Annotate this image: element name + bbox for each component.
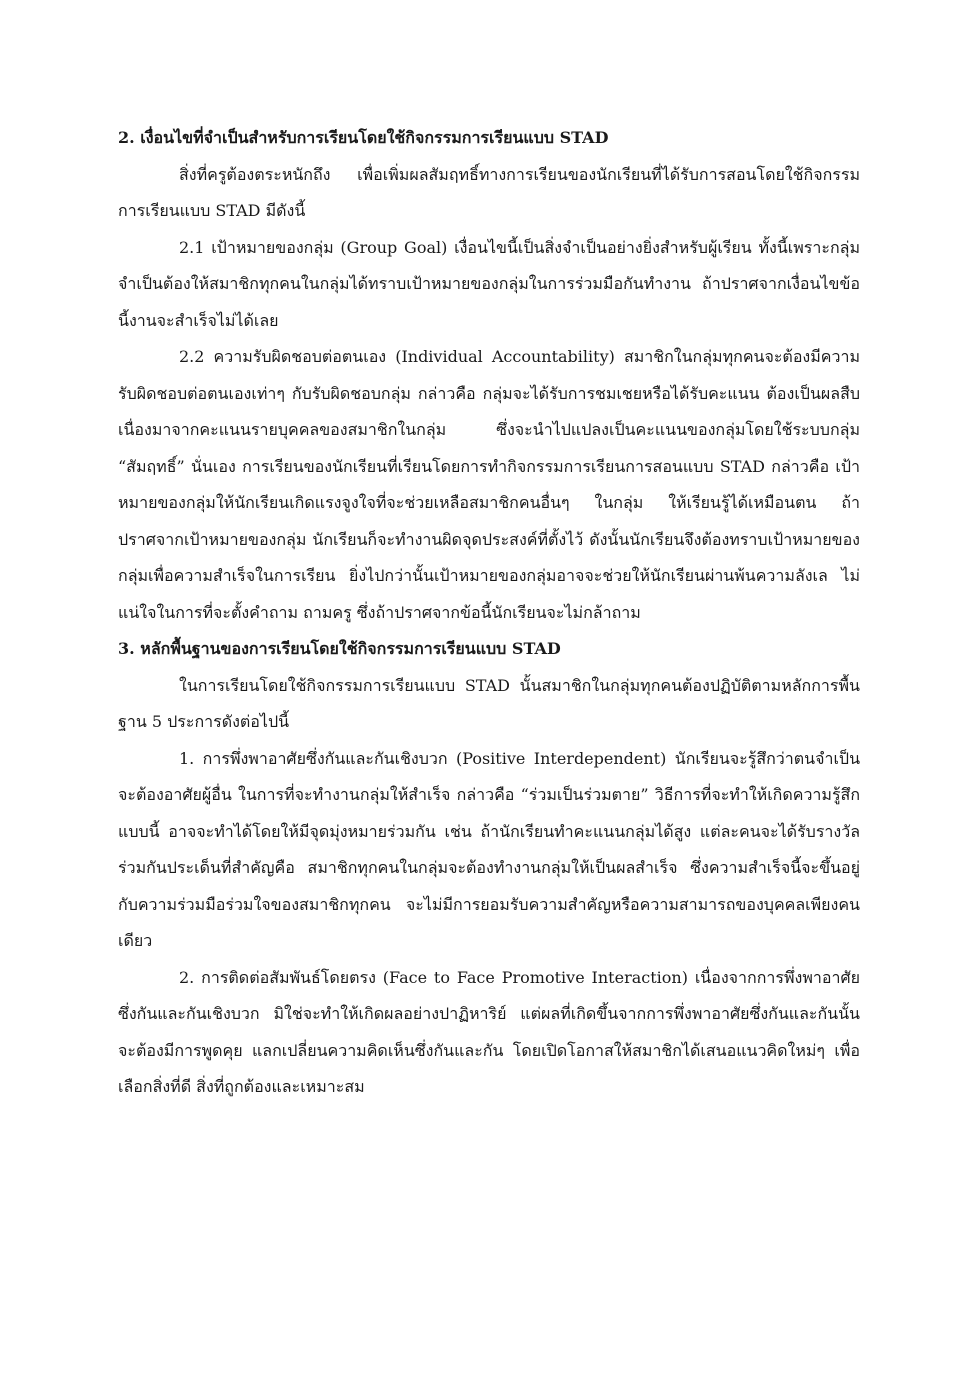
paragraph: ในการเรียนโดยใช้กิจกรรมการเรียนแบบ STAD นั้นสมาชิกในกลุ่มทุกคนต้องปฏิบัติตามหลักการพื้นฐาน 5 ประการดังต่อไปนี้ bbox=[118, 675, 860, 731]
paragraph: 2.2 ความรับผิดชอบต่อตนเอง (Individual Accountability) สมาชิกในกลุ่มทุกคนจะต้องมีความรับผิดชอบต่อตนเองเท่าๆ กับรับผิดชอบกลุ่ม กล่าวคือ กลุ่มจะได้รับการชมเชยหรือได้รับคะแนน ต้องเป็นผลสืบเนื่องมาจากคะแนนรายบุคคลของสมาชิกในกลุ่ม ซึ่งจะนำไปแปลงเป็นคะแนนของกลุ่มโดยใช้ระบบกลุ่ม “สัมฤทธิ์” นั่นเอง การเรียนของนักเรียนที่เรียนโดยการทำกิจกรรมการเรียนการสอนแบบ STAD กล่าวคือ เป้าหมายของกลุ่มให้นักเรียนเกิดแรงจูงใจที่จะช่วยเหลือสมาชิกคนอื่นๆ ในกลุ่ม ให้เรียนรู้ได้เหมือนตน ถ้าปราศจากเป้าหมายของกลุ่ม นักเรียนก็จะทำงานผิดจุดประสงค์ที่ตั้งไว้ ดังนั้นนักเรียนจึงต้องทราบเป้าหมายของกลุ่มเพื่อความสำเร็จในการเรียน ยิ่งไปกว่านั้นเป้าหมายของกลุ่มอาจจะช่วยให้นักเรียนผ่านพ้นความลังเล ไม่แน่ใจในการที่จะตั้งคำถาม ถามครู ซึ่งถ้าปราศจากข้อนี้นักเรียนจะไม่กล้าถาม bbox=[118, 347, 860, 622]
paragraph: 1. การพึ่งพาอาศัยซึ่งกันและกันเชิงบวก (Positive Interdependent) นักเรียนจะรู้สึกว่าตนจำเป็นจะต้องอาศัยผู้อื่น ในการที่จะทำงานกลุ่มให้สำเร็จ กล่าวคือ “ร่วมเป็นร่วมตาย” วิธีการที่จะทำให้เกิดความรู้สึกแบบนี้ อาจจะทำได้โดยให้มีจุดมุ่งหมายร่วมกัน เช่น ถ้านักเรียนทำคะแนนกลุ่มได้สูง แต่ละคนจะได้รับรางวัลร่วมกันประเด็นที่สำคัญคือ สมาชิกทุกคนในกลุ่มจะต้องทำงานกลุ่มให้เป็นผลสำเร็จ ซึ่งความสำเร็จนี้จะขึ้นอยู่กับความร่วมมือร่วมใจของสมาชิกทุกคน จะไม่มีการยอมรับความสำคัญหรือความสามารถของบุคคลเพียงคนเดียว bbox=[118, 748, 860, 950]
paragraph: 2. การติดต่อสัมพันธ์โดยตรง (Face to Face Promotive Interaction) เนื่องจากการพึ่งพาอาศัยซึ่งกันและกันเชิงบวก มิใช่จะทำให้เกิดผลอย่างปาฏิหาริย์ แต่ผลที่เกิดขึ้นจากการพึ่งพาอาศัยซึ่งกันและกันนั้นจะต้องมีการพูดคุย แลกเปลี่ยนความคิดเห็นซึ่งกันและกัน โดยเปิดโอกาสให้สมาชิกได้เสนอแนวคิดใหม่ๆ เพื่อเลือกสิ่งที่ดี สิ่งที่ถูกต้องและเหมาะสม bbox=[118, 967, 860, 1096]
section-heading: 3. หลักพื้นฐานของการเรียนโดยใช้กิจกรรมการเรียนแบบ STAD bbox=[118, 639, 561, 658]
paragraph: สิ่งที่ครูต้องตระหนักถึง เพื่อเพิ่มผลสัมฤทธิ์ทางการเรียนของนักเรียนที่ได้รับการสอนโดยใช้กิจกรรมการเรียนแบบ STAD มีดังนี้ bbox=[118, 164, 860, 220]
document-body bbox=[118, 120, 860, 1106]
paragraph: 2.1 เป้าหมายของกลุ่ม (Group Goal) เงื่อนไขนี้เป็นสิ่งจำเป็นอย่างยิ่งสำหรับผู้เรียน ทั้งนี้เพราะกลุ่มจำเป็นต้องให้สมาชิกทุกคนในกลุ่มได้ทราบเป้าหมายของกลุ่มในการร่วมมือกันทำงาน ถ้าปราศจากเงื่อนไขข้อนี้งานจะสำเร็จไม่ได้เลย bbox=[118, 237, 860, 330]
section-heading: 2. เงื่อนไขที่จำเป็นสำหรับการเรียนโดยใช้กิจกรรมการเรียนแบบ STAD bbox=[118, 128, 609, 147]
